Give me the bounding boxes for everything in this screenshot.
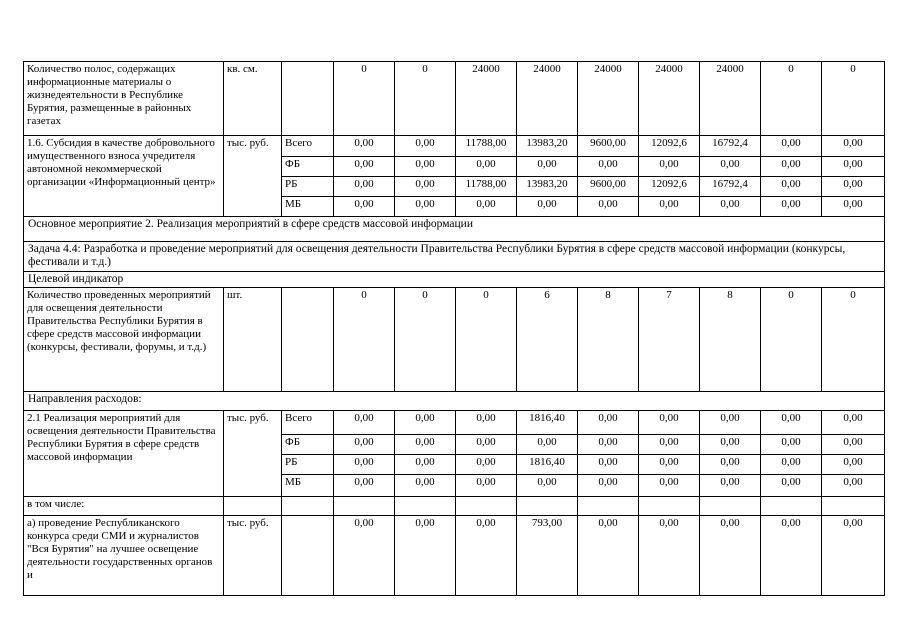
value-cell: 9600,00 xyxy=(578,136,639,157)
value-cell: 0,00 xyxy=(395,411,456,435)
including-label: в том числе: xyxy=(24,497,224,516)
value-cell: 11788,00 xyxy=(456,177,517,197)
value-cell: 0,00 xyxy=(395,455,456,475)
value-cell: 16792,4 xyxy=(700,136,761,157)
empty-cell xyxy=(578,497,639,516)
empty-cell xyxy=(639,497,700,516)
value-cell: 0,00 xyxy=(578,475,639,497)
value-cell: 0,00 xyxy=(761,516,822,596)
value-cell: 0,00 xyxy=(639,435,700,455)
value-cell: 13983,20 xyxy=(517,136,578,157)
value-cell: 0,00 xyxy=(456,411,517,435)
value-cell: 0,00 xyxy=(822,197,885,217)
indicator-name: Количество проведенных мероприятий для освещения деятельности Правительства Республики Бурятия в сфере средств массовой информации (конкурсы, фестивали, форумы, и т.д.) xyxy=(24,288,224,392)
value-cell: 0,00 xyxy=(822,516,885,596)
value-cell: 0,00 xyxy=(517,197,578,217)
value-cell: 0,00 xyxy=(700,475,761,497)
empty-cell xyxy=(761,497,822,516)
table-row xyxy=(24,411,885,435)
value-cell: 6 xyxy=(517,288,578,392)
value-cell: 0,00 xyxy=(395,475,456,497)
empty-cell xyxy=(822,497,885,516)
value-cell: 0,00 xyxy=(639,516,700,596)
value-cell: 0,00 xyxy=(822,475,885,497)
empty-cell xyxy=(282,497,334,516)
value-cell: 0,00 xyxy=(334,197,395,217)
value-cell: 0,00 xyxy=(822,435,885,455)
value-cell: 0,00 xyxy=(334,516,395,596)
empty-cell xyxy=(456,497,517,516)
value-cell: 0,00 xyxy=(334,411,395,435)
task-heading xyxy=(24,242,885,272)
funding-source: ФБ xyxy=(282,435,334,455)
funding-source: МБ xyxy=(282,197,334,217)
unit-cell: тыс. руб. xyxy=(224,411,282,497)
value-cell: 11788,00 xyxy=(456,136,517,157)
value-cell: 0,00 xyxy=(822,157,885,177)
task-heading: Задача 4.4: Разработка и проведение мероприятий для освещения деятельности Правительства Республики Бурятия в сфере средств массовой информации (конкурсы, фестивали и т.д.) xyxy=(24,242,885,272)
unit-cell: шт. xyxy=(224,288,282,392)
section-heading xyxy=(24,217,885,242)
value-cell: 0,00 xyxy=(761,177,822,197)
value-cell: 0,00 xyxy=(700,435,761,455)
value-cell: 793,00 xyxy=(517,516,578,596)
funding-source: Всего xyxy=(282,411,334,435)
value-cell: 0,00 xyxy=(761,475,822,497)
expense-name: 2.1 Реализация мероприятий для освещения деятельности Правительства Республики Бурятия в сфере средств массовой информации xyxy=(24,411,224,497)
value-cell: 0,00 xyxy=(456,516,517,596)
value-cell: 24000 xyxy=(700,62,761,136)
empty-cell xyxy=(334,497,395,516)
section-heading: Основное мероприятие 2. Реализация мероприятий в сфере средств массовой информации xyxy=(24,217,885,242)
value-cell: 0,00 xyxy=(395,157,456,177)
funding-source: МБ xyxy=(282,475,334,497)
funding-source: РБ xyxy=(282,177,334,197)
value-cell: 0,00 xyxy=(700,455,761,475)
expense-name: 1.6. Субсидия в качестве добровольного имущественного взноса учредителя автономной некоммерческой организации «Информационный центр» xyxy=(24,136,224,217)
value-cell: 0 xyxy=(395,62,456,136)
value-cell: 0,00 xyxy=(578,411,639,435)
value-cell: 0,00 xyxy=(334,435,395,455)
value-cell: 12092,6 xyxy=(639,136,700,157)
value-cell: 0,00 xyxy=(395,177,456,197)
value-cell: 0,00 xyxy=(700,411,761,435)
including-row xyxy=(24,497,885,516)
value-cell: 0,00 xyxy=(700,516,761,596)
unit-cell: тыс. руб. xyxy=(224,136,282,217)
value-cell: 0,00 xyxy=(822,177,885,197)
value-cell: 12092,6 xyxy=(639,177,700,197)
value-cell: 0,00 xyxy=(395,435,456,455)
value-cell: 8 xyxy=(700,288,761,392)
value-cell: 0,00 xyxy=(517,475,578,497)
value-cell: 16792,4 xyxy=(700,177,761,197)
value-cell: 0,00 xyxy=(395,516,456,596)
value-cell: 0,00 xyxy=(334,136,395,157)
empty-cell xyxy=(395,497,456,516)
value-cell: 24000 xyxy=(517,62,578,136)
source-cell xyxy=(282,62,334,136)
value-cell: 0 xyxy=(761,288,822,392)
value-cell: 0,00 xyxy=(822,455,885,475)
value-cell: 0,00 xyxy=(456,197,517,217)
value-cell: 0,00 xyxy=(822,411,885,435)
value-cell: 0,00 xyxy=(456,455,517,475)
value-cell: 0,00 xyxy=(700,197,761,217)
source-cell xyxy=(282,516,334,596)
indicator-name: а) проведение Республиканского конкурса среди СМИ и журналистов "Вся Бурятия" на лучшее освещение деятельности государственных органов и xyxy=(24,516,224,596)
value-cell: 0,00 xyxy=(761,197,822,217)
value-cell: 0,00 xyxy=(334,157,395,177)
target-indicator-label xyxy=(24,272,885,288)
value-cell: 0,00 xyxy=(334,177,395,197)
empty-cell xyxy=(224,497,282,516)
value-cell: 0,00 xyxy=(334,475,395,497)
value-cell: 0,00 xyxy=(639,157,700,177)
value-cell: 0,00 xyxy=(639,475,700,497)
value-cell: 0,00 xyxy=(639,455,700,475)
value-cell: 24000 xyxy=(456,62,517,136)
value-cell: 0,00 xyxy=(517,157,578,177)
value-cell: 0,00 xyxy=(761,136,822,157)
value-cell: 0,00 xyxy=(639,411,700,435)
budget-table xyxy=(23,61,885,596)
value-cell: 0,00 xyxy=(761,157,822,177)
value-cell: 0,00 xyxy=(578,197,639,217)
value-cell: 0,00 xyxy=(456,435,517,455)
directions-label: Направления расходов: xyxy=(24,392,885,411)
value-cell: 0,00 xyxy=(822,136,885,157)
value-cell: 9600,00 xyxy=(578,177,639,197)
value-cell: 0 xyxy=(761,62,822,136)
value-cell: 7 xyxy=(639,288,700,392)
value-cell: 0,00 xyxy=(700,157,761,177)
directions-label xyxy=(24,392,885,411)
table-row xyxy=(24,62,885,136)
funding-source: РБ xyxy=(282,455,334,475)
value-cell: 0,00 xyxy=(761,435,822,455)
value-cell: 0,00 xyxy=(578,516,639,596)
table-row xyxy=(24,288,885,392)
value-cell: 0 xyxy=(456,288,517,392)
value-cell: 0 xyxy=(334,62,395,136)
value-cell: 0,00 xyxy=(395,136,456,157)
table-row xyxy=(24,516,885,596)
value-cell: 0,00 xyxy=(456,157,517,177)
value-cell: 0 xyxy=(822,288,885,392)
indicator-name: Количество полос, содержащих информационные материалы о жизнедеятельности в Республике Бурятия, размещенные в районных газетах xyxy=(24,62,224,136)
value-cell: 0,00 xyxy=(761,455,822,475)
value-cell: 0,00 xyxy=(334,455,395,475)
value-cell: 0,00 xyxy=(639,197,700,217)
source-cell xyxy=(282,288,334,392)
value-cell: 0 xyxy=(395,288,456,392)
target-indicator-label: Целевой индикатор xyxy=(24,272,885,288)
value-cell: 24000 xyxy=(578,62,639,136)
empty-cell xyxy=(700,497,761,516)
unit-cell: кв. см. xyxy=(224,62,282,136)
value-cell: 24000 xyxy=(639,62,700,136)
value-cell: 1816,40 xyxy=(517,411,578,435)
unit-cell: тыс. руб. xyxy=(224,516,282,596)
value-cell: 1816,40 xyxy=(517,455,578,475)
value-cell: 0,00 xyxy=(578,455,639,475)
value-cell: 13983,20 xyxy=(517,177,578,197)
value-cell: 0 xyxy=(822,62,885,136)
funding-source: Всего xyxy=(282,136,334,157)
value-cell: 8 xyxy=(578,288,639,392)
table-row xyxy=(24,136,885,157)
funding-source: ФБ xyxy=(282,157,334,177)
value-cell: 0,00 xyxy=(761,411,822,435)
value-cell: 0 xyxy=(334,288,395,392)
empty-cell xyxy=(517,497,578,516)
value-cell: 0,00 xyxy=(456,475,517,497)
value-cell: 0,00 xyxy=(517,435,578,455)
value-cell: 0,00 xyxy=(578,157,639,177)
value-cell: 0,00 xyxy=(578,435,639,455)
value-cell: 0,00 xyxy=(395,197,456,217)
